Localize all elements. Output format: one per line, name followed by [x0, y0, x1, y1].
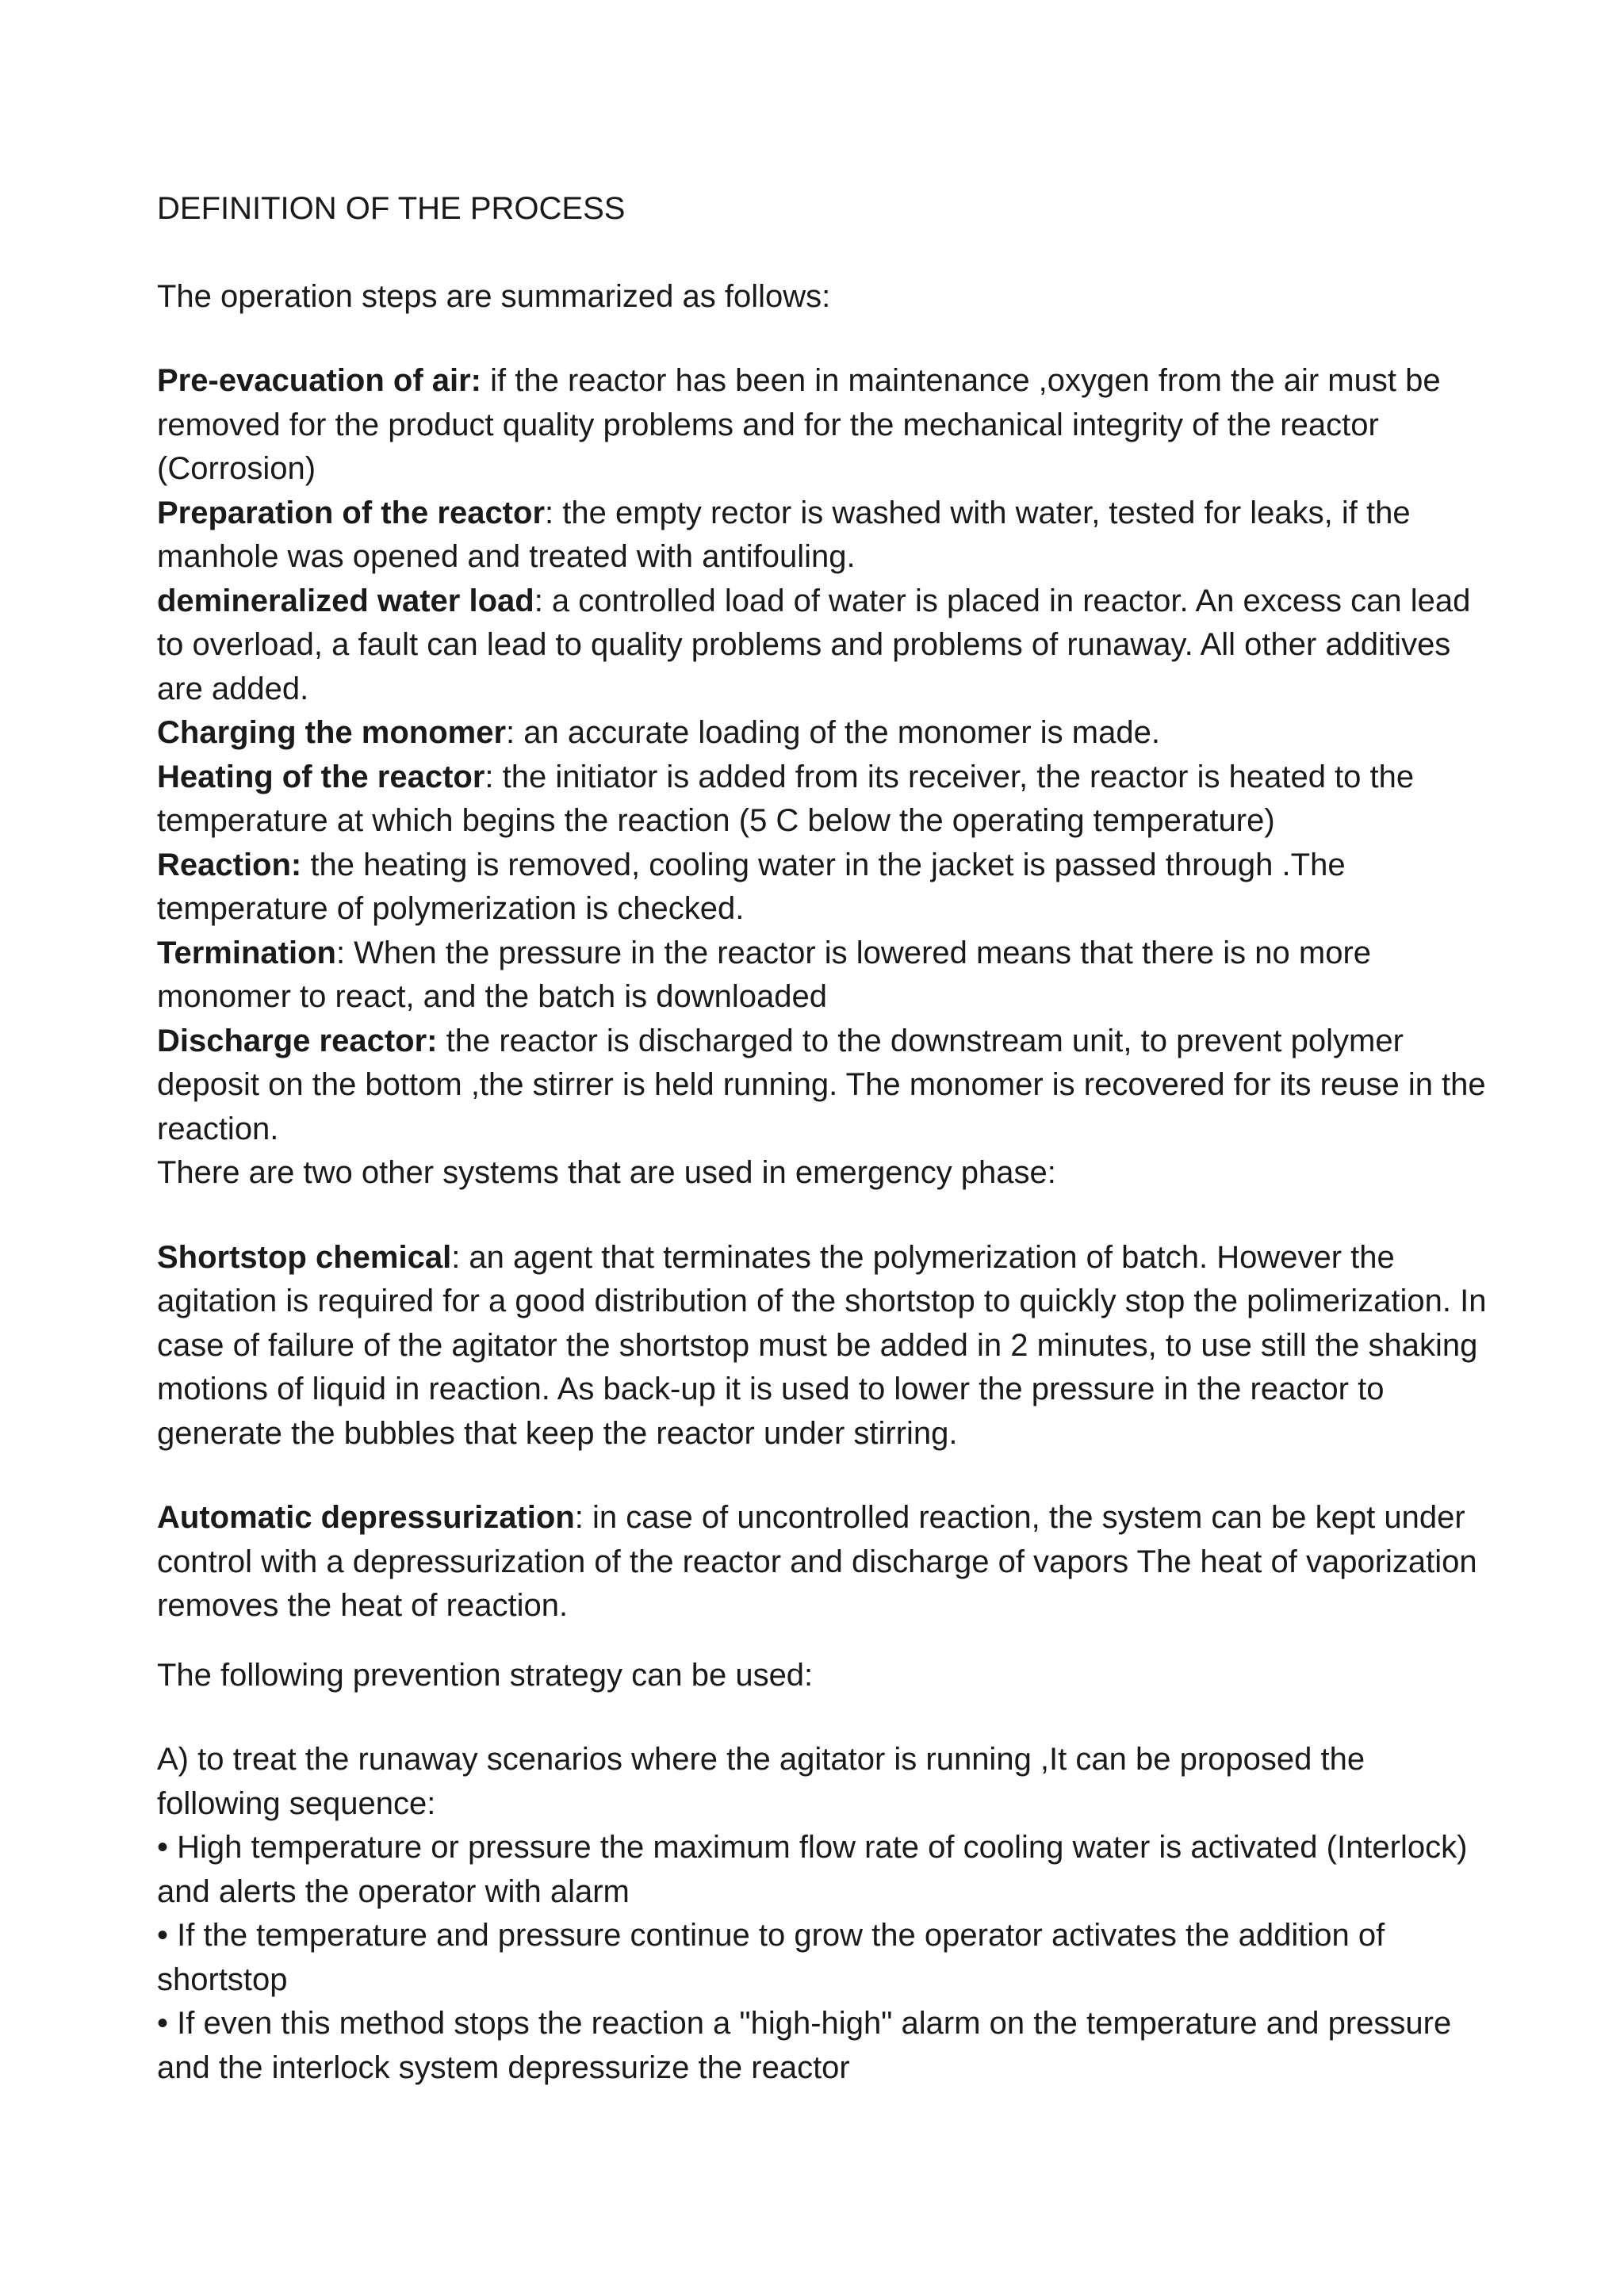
step-item: [157, 756, 1489, 844]
strategy-bullet-list: [157, 1826, 1489, 2090]
step-text: : an accurate loading of the monomer is made.: [506, 715, 1160, 750]
step-item: [157, 1020, 1489, 1152]
step-term: Heating of the reactor: [157, 759, 485, 794]
step-term: Preparation of the reactor: [157, 495, 546, 530]
bullet-item: • If even this method stops the reaction a "high-high" alarm on the temperature and pressure and the interlock system depressurize the reactor: [157, 2006, 1452, 2085]
step-item: [157, 844, 1489, 932]
emergency-text: : an agent that terminates the polymerization of batch. However the agitation is required for a good distribution of the shortstop to quickly stop the polimerization. In case of failure of the agitator the shortstop must be added in 2 minutes, to use still the shaking motions of liquid in reaction. As back-up it is used to lower the pressure in the reactor to generate the bubbles that keep the reactor under stirring.: [157, 1239, 1487, 1451]
bullet-item: • High temperature or pressure the maximum flow rate of cooling water is activated (Interlock) and alerts the operator with alarm: [157, 1830, 1468, 1909]
emergency-item: [157, 1236, 1489, 1456]
emergency-item: [157, 1496, 1489, 1628]
step-text: : the initiator is added from its receiver, the reactor is heated to the temperature at which begins the reaction (5 C below the operating temperature): [157, 759, 1415, 838]
step-item: [157, 492, 1489, 580]
step-item: [157, 932, 1489, 1020]
steps-list: [157, 359, 1489, 1151]
step-text: if the reactor has been in maintenance ,oxygen from the air must be removed for the product quality problems and for the mechanical integrity of the reactor (Corrosion): [157, 363, 1441, 486]
step-item: [157, 711, 1489, 756]
step-text: : When the pressure in the reactor is lowered means that there is no more monomer to react, and the batch is downloaded: [157, 935, 1372, 1014]
step-text: : a controlled load of water is placed in reactor. An excess can lead to overload, a fault can lead to quality problems and problems of runaway. All other additives are added.: [157, 583, 1471, 706]
emergency-term: Automatic depressurization: [157, 1500, 575, 1535]
step-text: : the empty rector is washed with water, tested for leaks, if the manhole was opened and treated with antifouling.: [157, 495, 1411, 574]
step-text: the reactor is discharged to the downstream unit, to prevent polymer deposit on the bottom ,the stirrer is held running. The monomer is recovered for its reuse in the reaction.: [157, 1023, 1486, 1146]
strategy-a-paragraph: A) to treat the runaway scenarios where the agitator is running ,It can be proposed the following sequence:: [157, 1742, 1365, 1821]
step-term: Discharge reactor:: [157, 1023, 438, 1058]
step-term: Reaction:: [157, 847, 302, 882]
step-term: Termination: [157, 935, 336, 970]
step-text: the heating is removed, cooling water in the jacket is passed through .The temperature of polymerization is checked.: [157, 847, 1346, 926]
step-item: [157, 580, 1489, 712]
bullet-item: • If the temperature and pressure continue to grow the operator activates the addition of shortstop: [157, 1918, 1385, 1997]
emergency-term: Shortstop chemical: [157, 1239, 452, 1275]
step-term: demineralized water load: [157, 583, 534, 618]
strategy-intro: The following prevention strategy can be used:: [157, 1657, 814, 1693]
page-title: DEFINITION OF THE PROCESS: [157, 191, 626, 226]
step-item: [157, 359, 1489, 492]
emergency-intro: There are two other systems that are used in emergency phase:: [157, 1155, 1056, 1190]
emergency-text: : in case of uncontrolled reaction, the system can be kept under control with a depressurization of the reactor and discharge of vapors The heat of vaporization removes the heat of reaction.: [157, 1500, 1477, 1623]
document-page: [157, 187, 1489, 2090]
step-term: Charging the monomer: [157, 715, 507, 750]
step-term: Pre-evacuation of air:: [157, 363, 482, 398]
intro-paragraph: The operation steps are summarized as follows:: [157, 278, 831, 314]
